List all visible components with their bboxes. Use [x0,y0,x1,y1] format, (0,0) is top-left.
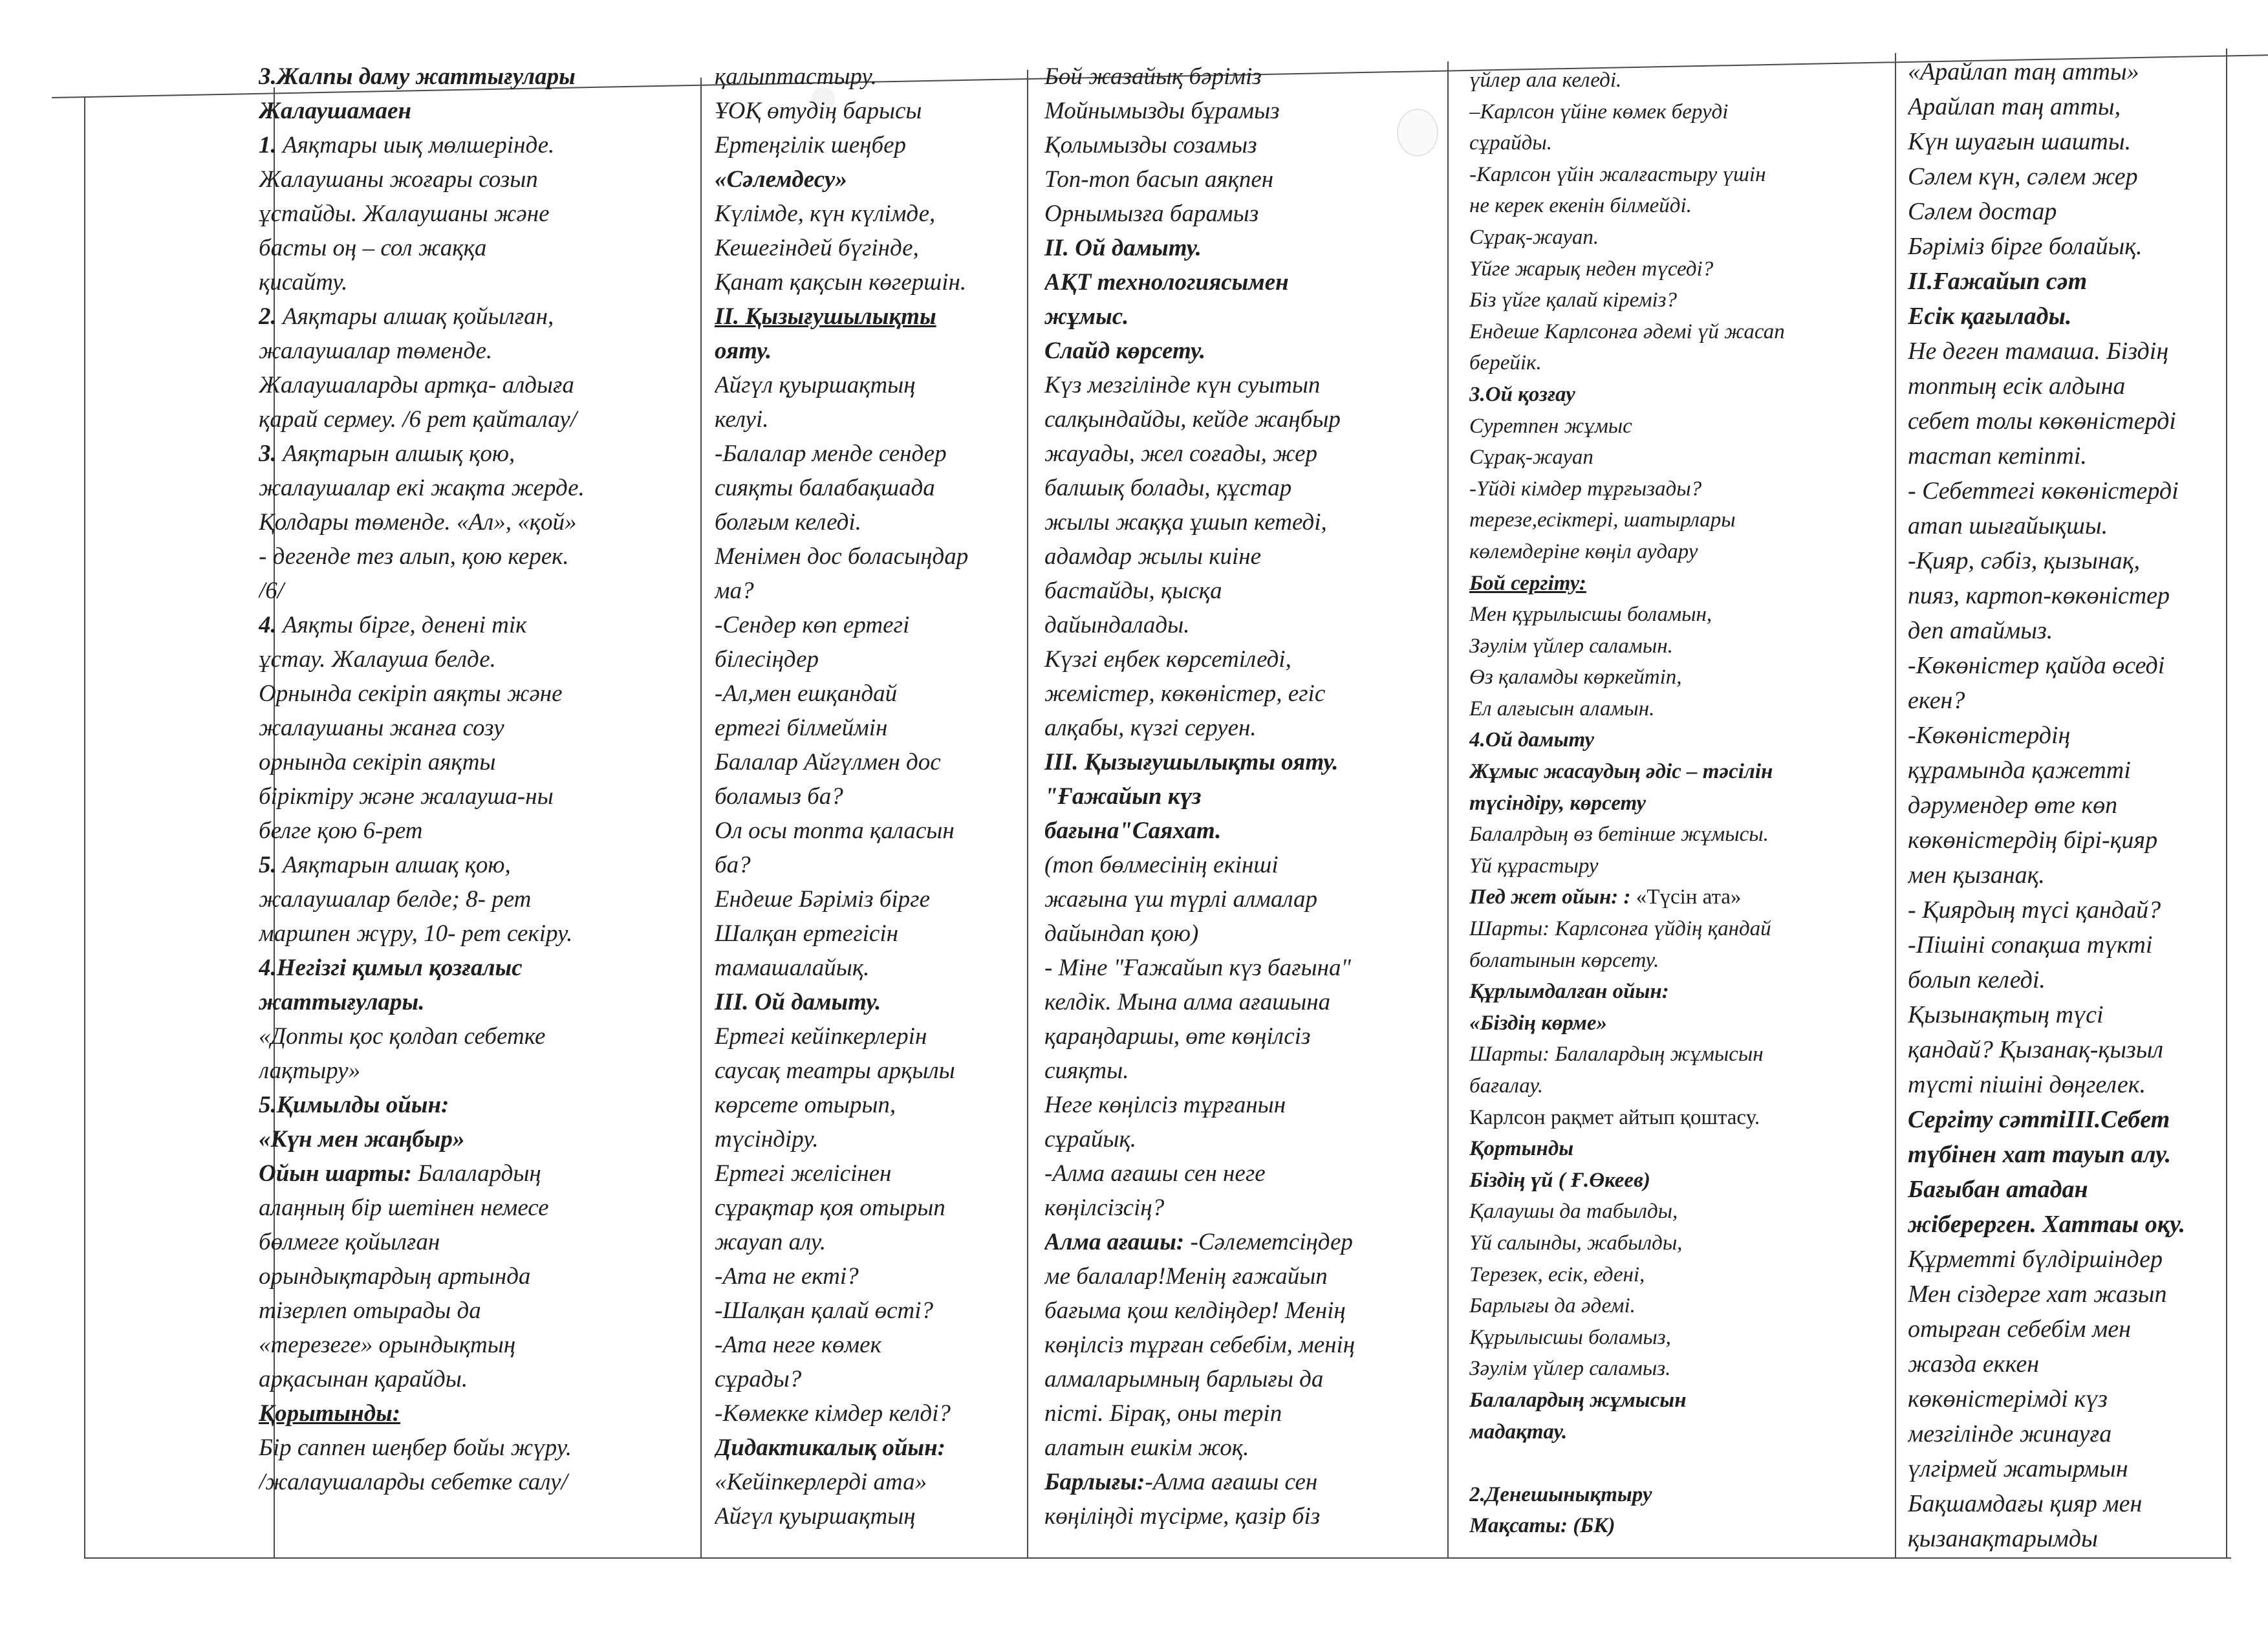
text-line: көлемдеріне көңіл аудару [1469,539,1698,563]
text-line: Құрметті бүлдіршіндер [1908,1246,2163,1273]
text-line: Сұрақ-жауап [1469,446,1593,470]
text-line: Менімен дос боласыңдар [715,543,969,570]
text-line: Мен сіздерге хат жазып [1908,1281,2167,1308]
text-line: белге қою 6-рет [259,817,423,844]
text-line: сұрайды. [1469,131,1552,155]
text-line: тастап кетіпті. [1908,442,2087,470]
text-line: -Ата неге көмек [715,1332,881,1358]
text-line: тізерлеп отырады да [259,1297,481,1324]
text-line: 4.Негізгі қимыл қозғалыс [259,955,523,981]
text-line: жалаушаны жанға созу [259,715,504,741]
text-line: сияқты балабақшада [715,475,935,501]
text-line: 5. Аяқтарын алшақ қою, [259,852,511,878]
text-line: 4.Ой дамыту [1469,728,1595,752]
text-line: не керек екенін білмейді. [1469,194,1692,218]
text-line: Бақшамдағы қияр мен [1908,1490,2143,1517]
text-line: Біз үйге қалай кіреміз? [1469,288,1678,312]
text-line: жалаушалар екі жақта жерде. [259,475,585,501]
text-line: балшық болады, құстар [1044,475,1292,501]
text-line: -Көмекке кімдер келді? [715,1400,951,1427]
text-line: -Ал,мен ешқандай [715,680,898,707]
text-line: 1. Аяқтары иық мөлшерінде. [259,132,555,158]
text-line: көкөністердің бірі-қияр [1908,827,2158,854]
text-line: жағына үш түрлі алмалар [1044,886,1318,913]
text-line: Ойын шарты: Балалардың [259,1160,541,1187]
text-line: көрсете отырып, [715,1092,896,1118]
text-line: -Қияр, сәбіз, қызынақ, [1908,547,2140,574]
text-line: сұрақтар қоя отырып [715,1195,945,1221]
text-line: 3.Ой қозғау [1469,382,1575,406]
text-line: -Шалқан қалай өсті? [715,1297,934,1324]
text-line: ҰОҚ өтудің барысы [715,98,922,124]
text-line: Слайд көрсету. [1044,338,1206,364]
text-line: жауады, жел соғады, жер [1044,440,1318,467]
text-line: екен? [1908,687,1965,714]
text-line: -Көкөністердің [1908,722,2071,749]
text-line: қараңдаршы, өте көңілсіз [1044,1023,1311,1050]
text-line: алаңның бір шетінен немесе [259,1195,549,1221]
text-line: Мен құрылысшы боламын, [1469,603,1712,627]
text-line: алмаларымның барлығы да [1044,1366,1324,1392]
text-line: Бой сергіту: [1469,571,1586,595]
text-line: тамашалайық. [715,955,870,981]
text-line: Қорытынды: [259,1400,401,1427]
text-line: білесіңдер [715,646,819,673]
text-line: жаттығулары. [259,989,425,1015]
text-line: ба? [715,852,751,878]
text-line: пісті. Бірақ, оны теріп [1044,1400,1282,1427]
text-line: арқасынан қарайды. [259,1366,468,1392]
text-line: /6/ [259,578,285,604]
text-line: сияқты. [1044,1057,1129,1084]
text-line: 2. Аяқтары алшақ қойылған, [259,303,554,330]
text-line: берейік. [1469,351,1542,375]
text-line: сұрады? [715,1366,802,1392]
text-line: Жалаушаларды артқа- алдыға [259,372,574,398]
text-line: ұстау. Жалауша белде. [259,646,496,673]
text-line: Орнында секіріп аяқты және [259,680,563,707]
text-line: Не деген тамаша. Біздің [1908,338,2169,365]
bold-lead: 4. [259,612,277,638]
text-line: дәрумендер өте көп [1908,792,2118,819]
text-line: қызанақтарымды [1908,1525,2098,1552]
text-line: - Қиярдың түсі қандай? [1908,896,2161,924]
text-line: салқындайды, кейде жаңбыр [1044,406,1341,433]
text-line: Күлімде, күн күлімде, [715,200,936,227]
text-line: «Сәлемдесу» [715,166,847,193]
text-line: маршпен жүру, 10- рет секіру. [259,920,573,947]
text-line: «Кейіпкерлерді ата» [715,1469,927,1495]
text-line: 3.Жалпы даму жаттығулары [259,63,576,90]
text-line: 5.Қимылды ойын: [259,1092,449,1118]
text-line: Шарты: Карлсонға үйдің қандай [1469,917,1771,941]
text-line: Ертеңгілік шеңбер [715,132,907,158]
text-line: жазда еккен [1908,1350,2040,1378]
text-line: Ел алғысын аламын. [1469,697,1655,720]
text-line: "Ғажайып күз [1044,783,1202,810]
text-line: Балалардың жұмысын [1469,1388,1687,1412]
text-line: -Алма ағашы сен неге [1044,1160,1266,1187]
text-line: Күз мезгілінде күн суытып [1044,372,1321,398]
table-left-border [84,97,85,1559]
text-line [1469,882,1896,913]
text-line: «Күн мен жаңбыр» [259,1126,465,1153]
text-line: АҚТ технологиясымен [1044,269,1289,296]
text-line: боламыз ба? [715,783,843,810]
text-line: бастайды, қысқа [1044,578,1222,604]
text-line: қарай сермеу. /6 рет қайталау/ [259,406,577,433]
text-line: түбінен хат тауып алу. [1908,1141,2172,1168]
text-line: Зәулім үйлер саламын. [1469,634,1673,658]
text-line: «терезеге» орындықтың [259,1332,516,1358]
text-line: орындықтардың артында [259,1263,531,1290]
text-line: «Допты қос қолдап себетке [259,1023,546,1050]
text-line: -Көкөністер қайда өседі [1908,652,2165,679]
text-line: бағыма қош келдіңдер! Менің [1044,1297,1346,1324]
text-line: Қолымызды созамыз [1044,132,1257,158]
text-line: ІІІ. Қызығушылықты ояту. [1044,749,1339,775]
text-line: терезе,есіктері, шатырлары [1469,508,1736,532]
text-line: жалаушалар төменде. [259,338,493,364]
text-line: Бәріміз бірге болайық. [1908,233,2143,260]
bold-lead: 2. [259,303,277,330]
text-line: Карлсон рақмет айтып қоштасу. [1469,1105,1760,1129]
text-line: саусақ театры арқылы [715,1057,955,1084]
column-vegetables-lesson [1908,54,2225,1556]
text-line: -Ата не екті? [715,1263,859,1290]
text-line: Бағыбан атадан [1908,1176,2088,1203]
text-line: Ертегі желісінен [715,1160,892,1187]
text-line: ІІ.Ғажайып сәт [1908,268,2088,295]
text-line: Үйге жарық неден түседі? [1469,257,1714,281]
text-line: қалыптастыру. [715,63,877,90]
text-line: Құрлымдалған ойын: [1469,980,1669,1004]
text-line: Сұрақ-жауап. [1469,225,1599,249]
text-line: -Сендер көп ертегі [715,612,910,638]
text-line: Қалаушы да табылды, [1469,1200,1678,1224]
text-line: -Пішіні сопақша түкті [1908,931,2153,958]
text-line: алқабы, күзгі серуен. [1044,715,1257,741]
text-line: дайындалады. [1044,612,1190,638]
text-line: Шарты: Балалардың жұмысын [1469,1043,1764,1067]
text-line: көңіліңді түсірме, қазір біз [1044,1503,1321,1530]
text-line: түсті пішіні дөңгелек. [1908,1071,2146,1098]
text-line: біріктіру және жалауша-ны [259,783,554,810]
text-line: құрамында қажетті [1908,757,2131,784]
text-line: Бір саппен шеңбер бойы жүру. [259,1435,572,1461]
text-line: Неге көңілсіз тұрғанын [1044,1092,1286,1118]
text-line: үлгірмей жатырмын [1908,1455,2128,1482]
text-line: Күзгі еңбек көрсетіледі, [1044,646,1291,673]
text-line: -Карлсон үйін жалғастыру үшін [1469,162,1766,186]
text-line: себет толы көкөністерді [1908,407,2176,435]
text-line: келдік. Мына алма ағашына [1044,989,1331,1015]
text-line: /жалаушаларды себетке салу/ [259,1469,568,1495]
text-line: бағына"Саяхат. [1044,817,1222,844]
text-line: Қолдары төменде. «Ал», «қой» [259,509,577,536]
text-line: Жұмыс жасаудың әдіс – тәсілін [1469,760,1773,784]
upright-text: «Түсін ата» [1630,885,1742,909]
text-line: топтың есік алдына [1908,373,2126,400]
bold-lead: 5. [259,852,277,878]
text-line: Өз қаламды көркейтіп, [1469,666,1682,689]
text-line: Мойнымызды бұрамыз [1044,98,1280,124]
text-line: көңілсізсің? [1044,1195,1165,1221]
text-line: Балалар Айгүлмен дос [715,749,941,775]
text-line: қандай? Қызанақ-қызыл [1908,1036,2164,1063]
text-line: Ертегі кейіпкерлерін [715,1023,927,1050]
text-line: (топ бөлмесінің екінші [1044,852,1279,878]
text-line: Терезек, есік, едені, [1469,1262,1645,1286]
text-line: түсіндіру. [715,1126,819,1153]
text-line: ма? [715,578,754,604]
text-line: Қанат қақсын көгершін. [715,269,967,296]
table-right-border [2226,49,2227,1559]
text-line: орнында секіріп аяқты [259,749,496,775]
text-line: -Үйді кімдер тұрғызады? [1469,477,1702,501]
text-line: мадақтау. [1469,1420,1568,1444]
text-line: Сергіту сәттіІІІ.Себет [1908,1106,2170,1133]
text-line: Шалқан ертегісін [715,920,898,947]
text-line: Арайлап таң атты, [1908,93,2121,120]
text-line: болып келеді. [1908,966,2046,993]
text-line: жемістер, көкөністер, егіс [1044,680,1326,707]
text-line: «Арайлап таң атты» [1908,58,2139,85]
text-line: жылы жаққа ұшып кетеді, [1044,509,1327,536]
text-line: қисайту. [259,269,348,296]
text-line: Зәулім үйлер саламыз. [1469,1357,1671,1381]
text-line: –Карлсон үйіне көмек беруді [1469,100,1729,124]
text-line: ояту. [715,338,772,364]
text-line: - Міне "Ғажайып күз бағына" [1044,955,1352,981]
text-line: Құрылысшы боламыз, [1469,1325,1671,1349]
bold-lead: Барлығы: [1044,1469,1145,1495]
text-line: Ендеше Бәріміз бірге [715,886,930,913]
text-line: көңілсіз тұрған себебім, менің [1044,1332,1355,1358]
bold-lead: Пед жет ойын: : [1469,885,1631,909]
text-line: келуі. [715,406,769,433]
text-line: Балалрдың өз бетінше жұмысы. [1469,823,1769,847]
column-divider-2 [700,78,702,1559]
text-line: Жалаушаны жоғары созып [259,166,538,193]
text-line: үйлер ала келеді. [1469,69,1622,92]
text-line [1469,1447,1896,1479]
text-line: «Біздің көрме» [1469,1011,1608,1035]
bold-lead: Алма ағашы: [1044,1229,1185,1255]
column-divider-4 [1447,61,1449,1557]
column-divider-3 [1027,70,1028,1557]
text-line: жіберерген. Хаттаы оқу. [1908,1211,2185,1238]
text-line: Бой жазайық бәріміз [1044,63,1262,90]
text-line: дайындап қою) [1044,920,1199,947]
text-line: - дегенде тез алып, қою керек. [259,543,569,570]
text-line: мезгілінде жинауға [1908,1420,2112,1447]
text-line: адамдар жылы киіне [1044,543,1262,570]
text-line: -Балалар менде сендер [715,440,947,467]
text-line: лақтыру» [259,1057,361,1084]
text-line: Ендеше Карлсонға әдемі үй жасап [1469,319,1785,343]
column-fairy-tale-lesson [715,60,1025,1533]
column-autumn-garden-lesson [1044,60,1445,1533]
column-physical-exercises [259,60,698,1499]
text-line: Үй құрастыру [1469,854,1599,878]
text-line: мен қызанақ. [1908,861,2045,889]
text-line: Біздің үй ( Ғ.Өкеев) [1469,1168,1650,1192]
text-line: жұмыс. [1044,303,1129,330]
text-line: ІІ. Ой дамыту. [1044,235,1202,261]
text-line: Жалаушамаен [259,98,412,124]
text-line: Қортынды [1469,1137,1574,1161]
text-line: жалаушалар белде; 8- рет [259,886,532,913]
text-line: сұрайық. [1044,1126,1137,1153]
text-line: Айгүл қуыршақтың [715,1503,916,1530]
text-line: Барлығы да әдемі. [1469,1294,1636,1318]
text-line: бағалау. [1469,1074,1544,1098]
text-line: Мақсаты: (БК) [1469,1514,1615,1538]
text-line: болатынын көрсету. [1469,948,1659,972]
text-line: Ол осы топта қаласын [715,817,955,844]
text-line: Күн шуағын шашты. [1908,128,2132,155]
text-line: көкөністерімді күз [1908,1385,2108,1413]
text-line: Үй салынды, жабылды, [1469,1231,1683,1255]
bold-lead: 3. [259,440,277,467]
text-line: алатын ешкім жоқ. [1044,1435,1249,1461]
text-line: деп атаймыз. [1908,617,2053,644]
text-line: 3. Аяқтарын алшық қою, [259,440,515,467]
text-line: ұстайды. Жалаушаны және [259,200,550,227]
text-line: Топ-топ басып аяқпен [1044,166,1274,193]
table-bottom-border [84,1557,2231,1559]
text-line: ІІ. Қызығушылықты [715,303,936,330]
text-line: ме балалар!Менің ғажайып [1044,1263,1328,1290]
text-line: пияз, картоп-көкөністер [1908,582,2170,609]
text-line: Сәлем күн, сәлем жер [1908,163,2138,190]
text-line: отырған себебім мен [1908,1316,2131,1343]
column-house-building-lesson [1469,65,1896,1542]
text-line: Есік қағылады. [1908,303,2072,330]
text-line: ІІІ. Ой дамыту. [715,989,881,1015]
text-line: Дидактикалық ойын: [715,1435,945,1461]
text-line: Алма ағашы: -Сәлеметсіңдер [1044,1229,1353,1255]
text-line: жауап алу. [715,1229,826,1255]
text-line: бөлмеге қойылған [259,1229,440,1255]
text-line: 2.Денешынықтыру [1469,1482,1652,1506]
text-line: Суретпен жұмыс [1469,414,1632,438]
text-line: Кешегіндей бүгінде, [715,235,919,261]
text-line: түсіндіру, көрсету [1469,791,1647,815]
text-line: 4. Аяқты бірге, денені тік [259,612,527,638]
text-line: болғым келеді. [715,509,861,536]
text-line: Қызынақтың түсі [1908,1001,2104,1028]
text-line: Орнымызға барамыз [1044,200,1259,227]
text-line: Айгүл қуыршақтың [715,372,916,398]
text-line: Сәлем достар [1908,198,2057,225]
text-line: ертегі білмеймін [715,715,888,741]
text-line: басты оң – сол жаққа [259,235,487,261]
bold-lead: 1. [259,132,277,158]
text-line: атап шығайықшы. [1908,512,2108,539]
text-line: Барлығы:-Алма ағашы сен [1044,1469,1318,1495]
bold-lead: Ойын шарты: [259,1160,412,1187]
text-line: - Себеттегі көкөністерді [1908,477,2179,504]
